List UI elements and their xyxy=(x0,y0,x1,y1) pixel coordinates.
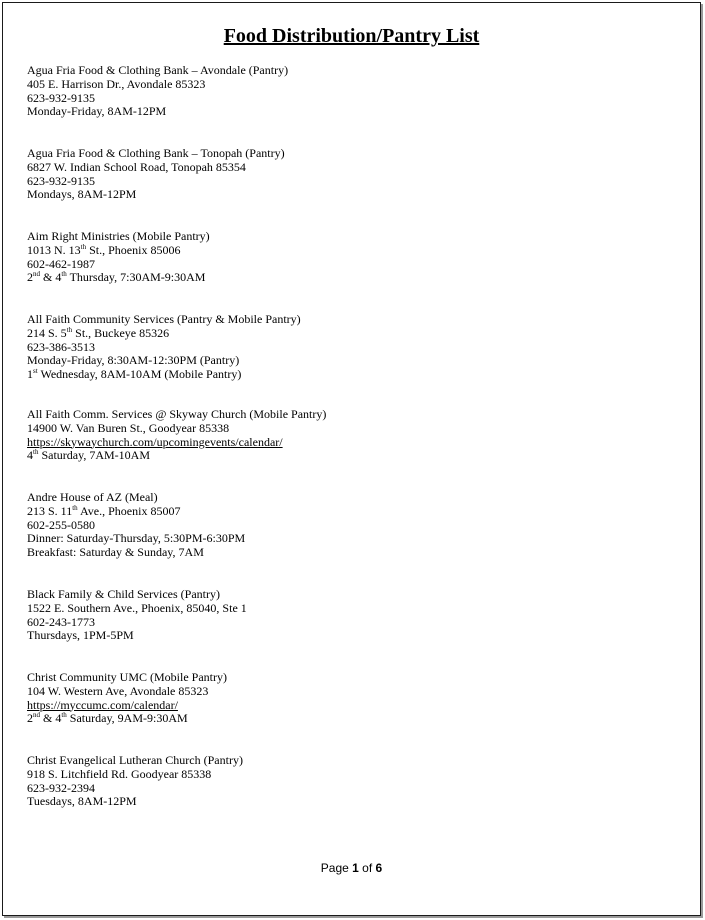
entry-hours: Dinner: Saturday-Thursday, 5:30PM-6:30PM xyxy=(27,531,246,546)
entry-link[interactable]: https://myccumc.com/calendar/ xyxy=(27,697,178,712)
document-page xyxy=(2,2,701,916)
entry-phone: 602-462-1987 xyxy=(27,256,95,271)
entry-hours: 2nd & 4th Saturday, 9AM-9:30AM xyxy=(27,711,188,726)
list-item xyxy=(27,588,247,643)
entry-name: All Faith Community Services (Pantry & Mobile Pantry) xyxy=(27,312,301,326)
list-item xyxy=(27,671,227,726)
entry-phone: 602-255-0580 xyxy=(27,517,95,532)
entry-name: Aim Right Ministries (Mobile Pantry) xyxy=(27,229,210,243)
page-total: 6 xyxy=(375,861,383,875)
entry-address: 214 S. 5th St., Buckeye 85326 xyxy=(27,325,170,340)
list-item xyxy=(27,147,285,202)
entry-link[interactable]: https://skywaychurch.com/upcomingevents/calendar/ xyxy=(27,434,283,449)
page-number: 1 xyxy=(352,861,359,875)
entry-name: Christ Community UMC (Mobile Pantry) xyxy=(27,670,228,684)
entry-address: 918 S. Litchfield Rd. Goodyear 85338 xyxy=(27,766,212,781)
entry-address: 6827 W. Indian School Road, Tonopah 85354 xyxy=(27,159,246,174)
entry-address: 213 S. 11th Ave., Phoenix 85007 xyxy=(27,503,181,518)
page-title: Food Distribution/Pantry List xyxy=(223,25,480,47)
list-item xyxy=(27,491,245,560)
entry-phone: 623-932-9135 xyxy=(27,90,95,105)
of-label: of xyxy=(362,861,373,875)
page-footer xyxy=(3,861,700,875)
list-item xyxy=(27,64,288,119)
entry-hours: 1st Wednesday, 8AM-10AM (Mobile Pantry) xyxy=(27,367,242,382)
entry-hours: Tuesdays, 8AM-12PM xyxy=(27,794,137,809)
entry-hours: Thursdays, 1PM-5PM xyxy=(27,628,134,643)
entry-name: Andre House of AZ (Meal) xyxy=(27,490,158,504)
entry-phone: 623-932-2394 xyxy=(27,780,95,795)
entry-hours: Mondays, 8AM-12PM xyxy=(27,187,137,202)
list-item xyxy=(27,754,243,809)
entry-hours: 2nd & 4th Thursday, 7:30AM-9:30AM xyxy=(27,270,206,285)
entry-address: 405 E. Harrison Dr., Avondale 85323 xyxy=(27,76,206,91)
page-label: Page xyxy=(320,861,349,875)
entry-phone: 623-386-3513 xyxy=(27,339,95,354)
list-item xyxy=(27,408,326,463)
entry-phone: 623-932-9135 xyxy=(27,173,95,188)
entry-hours: Breakfast: Saturday & Sunday, 7AM xyxy=(27,545,204,560)
entry-hours: 4th Saturday, 7AM-10AM xyxy=(27,448,150,463)
entry-name: Black Family & Child Services (Pantry) xyxy=(27,587,220,601)
list-item xyxy=(27,230,210,285)
entry-address: 1013 N. 13th St., Phoenix 85006 xyxy=(27,242,181,257)
entry-address: 104 W. Western Ave, Avondale 85323 xyxy=(27,683,209,698)
entry-name: Christ Evangelical Lutheran Church (Pantry) xyxy=(27,753,243,767)
entry-name: Agua Fria Food & Clothing Bank – Tonopah (Pantry) xyxy=(27,146,285,160)
entry-hours: Monday-Friday, 8:30AM-12:30PM (Pantry) xyxy=(27,353,240,368)
list-item xyxy=(27,313,301,382)
entry-address: 14900 W. Van Buren St., Goodyear 85338 xyxy=(27,420,230,435)
entry-name: Agua Fria Food & Clothing Bank – Avondale (Pantry) xyxy=(27,63,289,77)
entry-address: 1522 E. Southern Ave., Phoenix, 85040, Ste 1 xyxy=(27,600,247,615)
entry-hours: Monday-Friday, 8AM-12PM xyxy=(27,104,167,119)
entry-name: All Faith Comm. Services @ Skyway Church (Mobile Pantry) xyxy=(27,407,327,421)
entry-phone: 602-243-1773 xyxy=(27,614,95,629)
